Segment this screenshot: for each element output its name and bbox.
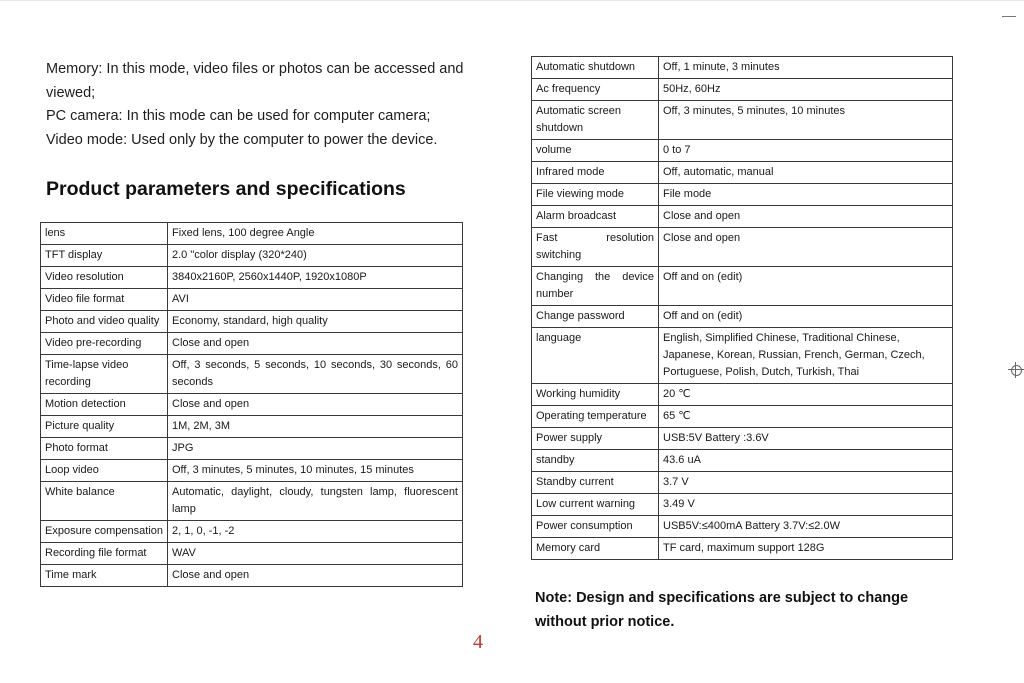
param-value: 20 ℃ (659, 384, 953, 406)
table-row (41, 355, 463, 394)
section-title: Product parameters and specifications (46, 178, 406, 200)
param-value: TF card, maximum support 128G (659, 538, 953, 560)
param-name: Automatic screen shutdown (532, 101, 659, 140)
param-value: Off, 1 minute, 3 minutes (659, 57, 953, 79)
param-name: Exposure compensation (41, 521, 168, 543)
param-name: Alarm broadcast (532, 206, 659, 228)
param-value: Close and open (168, 394, 463, 416)
param-value: 43.6 uA (659, 450, 953, 472)
table-row (41, 438, 463, 460)
table-row (532, 162, 953, 184)
table-row (41, 543, 463, 565)
param-name: Video pre-recording (41, 333, 168, 355)
param-name: Photo format (41, 438, 168, 460)
param-name: Standby current (532, 472, 659, 494)
top-edge-line (0, 0, 1024, 1)
param-name: Power consumption (532, 516, 659, 538)
table-row (532, 267, 953, 306)
table-row (532, 328, 953, 384)
param-name: standby (532, 450, 659, 472)
param-value: 0 to 7 (659, 140, 953, 162)
table-row (41, 223, 463, 245)
param-value: Off and on (edit) (659, 267, 953, 306)
table-row (41, 482, 463, 521)
param-value: 3.49 V (659, 494, 953, 516)
param-name: Operating temperature (532, 406, 659, 428)
param-value: WAV (168, 543, 463, 565)
param-name: TFT display (41, 245, 168, 267)
param-value: English, Simplified Chinese, Traditional Chinese, Japanese, Korean, Russian, French, German, Czech, Portuguese, Polish, Dutch, Turkish, Thai (659, 328, 953, 384)
table-row (41, 289, 463, 311)
param-name: volume (532, 140, 659, 162)
table-row (532, 428, 953, 450)
param-name: Photo and video quality (41, 311, 168, 333)
param-value: AVI (168, 289, 463, 311)
table-row (532, 79, 953, 101)
table-row (41, 311, 463, 333)
param-name: Low current warning (532, 494, 659, 516)
param-name: Working humidity (532, 384, 659, 406)
table-row (532, 450, 953, 472)
param-name: Fast resolution switching (532, 228, 659, 267)
param-name: Recording file format (41, 543, 168, 565)
param-value: 3840x2160P, 2560x1440P, 1920x1080P (168, 267, 463, 289)
param-name: lens (41, 223, 168, 245)
table-row (532, 206, 953, 228)
param-value: Close and open (168, 565, 463, 587)
param-name: Video file format (41, 289, 168, 311)
param-name: File viewing mode (532, 184, 659, 206)
param-value: USB5V:≤400mA Battery 3.7V:≤2.0W (659, 516, 953, 538)
param-value: Off and on (edit) (659, 306, 953, 328)
param-name: Power supply (532, 428, 659, 450)
intro-line-memory: Memory: In this mode, video files or photos can be accessed and viewed; (46, 61, 464, 101)
table-row (532, 516, 953, 538)
param-value: Close and open (659, 228, 953, 267)
intro-line-video-mode: Video mode: Used only by the computer to power the device. (46, 131, 438, 148)
table-row (532, 494, 953, 516)
table-row (41, 267, 463, 289)
param-value: Off, automatic, manual (659, 162, 953, 184)
param-value: USB:5V Battery :3.6V (659, 428, 953, 450)
param-name: Change password (532, 306, 659, 328)
table-row (532, 472, 953, 494)
param-name: Picture quality (41, 416, 168, 438)
param-name: Motion detection (41, 394, 168, 416)
page-number: 4 (473, 631, 483, 653)
spec-table-left (40, 222, 463, 587)
param-value: Close and open (168, 333, 463, 355)
param-value: 50Hz, 60Hz (659, 79, 953, 101)
table-row (532, 140, 953, 162)
intro-line-pc-camera: PC camera: In this mode can be used for computer camera; (46, 108, 431, 124)
table-row (41, 460, 463, 482)
spec-table-right (531, 56, 953, 560)
param-value: Off, 3 seconds, 5 seconds, 10 seconds, 30 seconds, 60 seconds (168, 355, 463, 394)
param-value: Close and open (659, 206, 953, 228)
param-value: JPG (168, 438, 463, 460)
registration-crosshair-icon (1008, 362, 1024, 378)
specification-note: Note: Design and specifications are subject to change without prior notice. (535, 590, 909, 630)
table-row (532, 228, 953, 267)
param-name: White balance (41, 482, 168, 521)
param-value: 1M, 2M, 3M (168, 416, 463, 438)
param-name: Memory card (532, 538, 659, 560)
table-row (532, 184, 953, 206)
table-row (41, 416, 463, 438)
param-value: 2, 1, 0, -1, -2 (168, 521, 463, 543)
table-row (532, 406, 953, 428)
table-row (532, 538, 953, 560)
table-row (532, 384, 953, 406)
param-name: Infrared mode (532, 162, 659, 184)
crop-corner-mark-icon (1002, 2, 1016, 17)
param-name: Video resolution (41, 267, 168, 289)
table-row (41, 333, 463, 355)
param-name: Changing the device number (532, 267, 659, 306)
param-value: Off, 3 minutes, 5 minutes, 10 minutes (659, 101, 953, 140)
table-row (532, 57, 953, 79)
table-row (41, 521, 463, 543)
param-value: File mode (659, 184, 953, 206)
table-row (532, 101, 953, 140)
table-row (41, 565, 463, 587)
intro-paragraph (46, 58, 466, 152)
param-value: Automatic, daylight, cloudy, tungsten lamp, fluorescent lamp (168, 482, 463, 521)
param-name: Time-lapse video recording (41, 355, 168, 394)
param-name: Ac frequency (532, 79, 659, 101)
param-name: language (532, 328, 659, 384)
param-value: 3.7 V (659, 472, 953, 494)
param-name: Automatic shutdown (532, 57, 659, 79)
table-row (41, 394, 463, 416)
param-name: Time mark (41, 565, 168, 587)
param-value: 65 ℃ (659, 406, 953, 428)
param-value: Off, 3 minutes, 5 minutes, 10 minutes, 15 minutes (168, 460, 463, 482)
param-name: Loop video (41, 460, 168, 482)
param-value: Fixed lens, 100 degree Angle (168, 223, 463, 245)
table-row (41, 245, 463, 267)
table-row (532, 306, 953, 328)
param-value: 2.0 "color display (320*240) (168, 245, 463, 267)
param-value: Economy, standard, high quality (168, 311, 463, 333)
